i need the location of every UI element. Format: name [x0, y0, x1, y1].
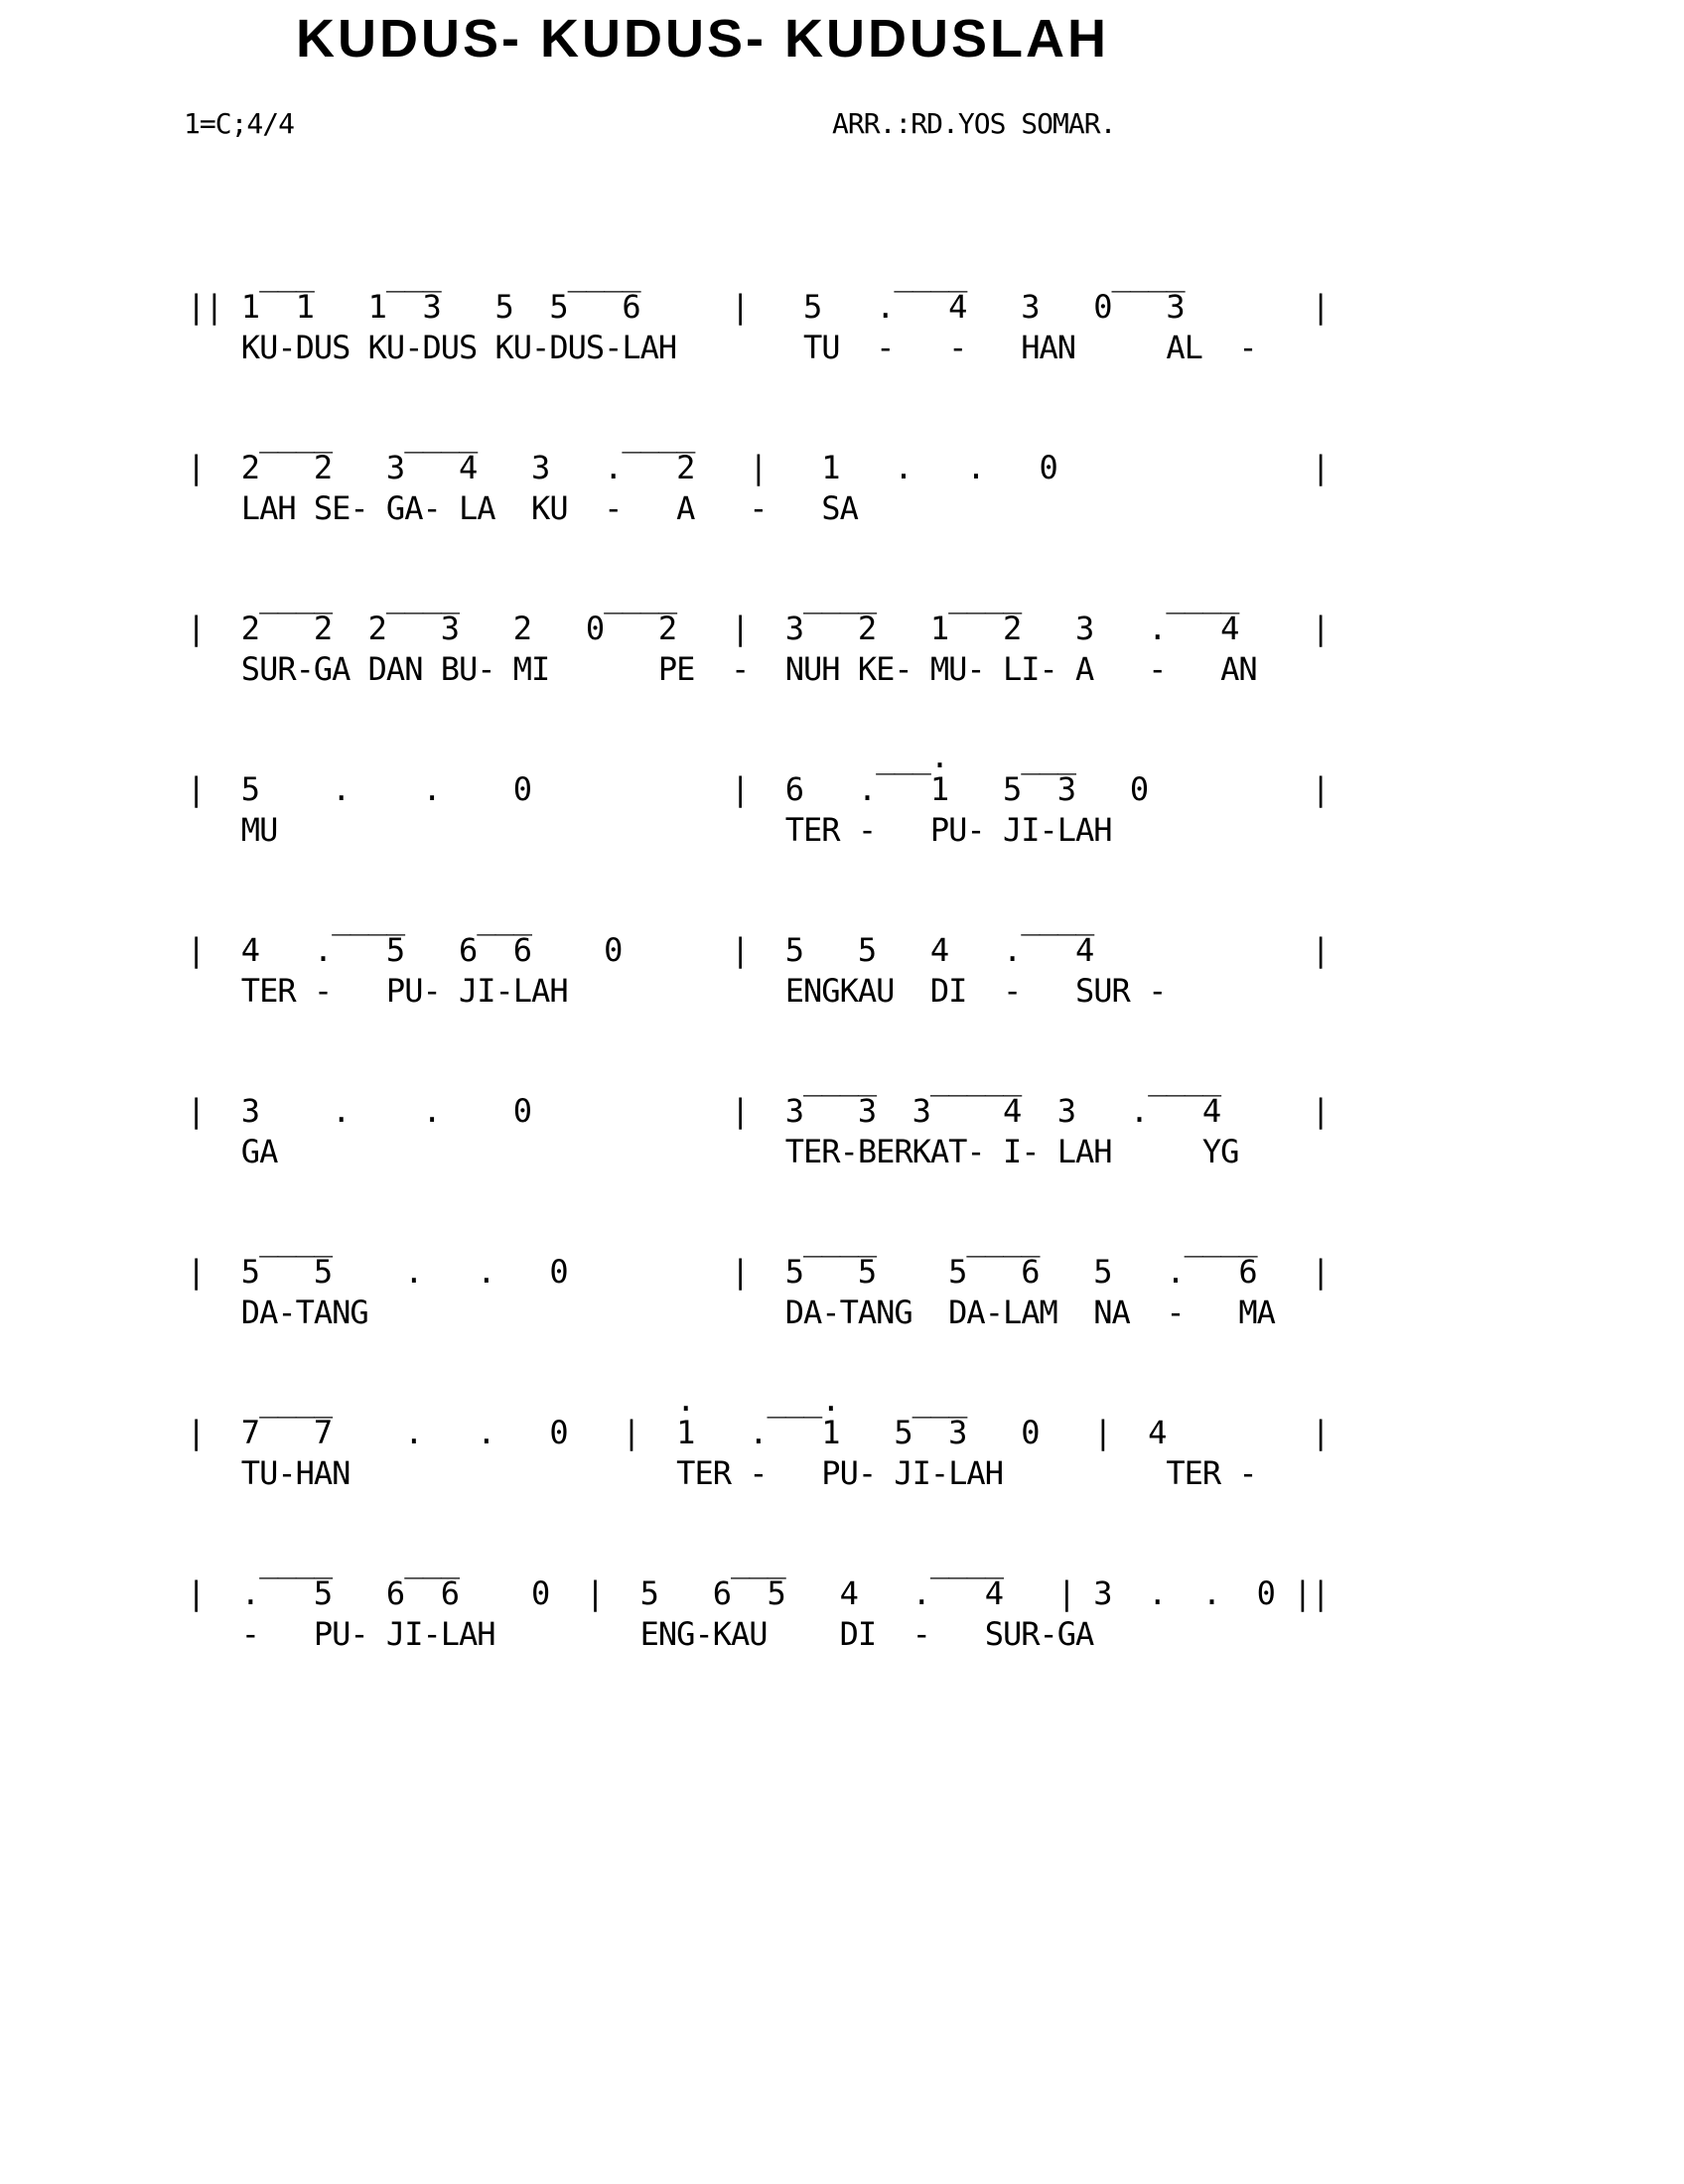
beams-row: ____ _____ ____	[187, 1059, 1221, 1097]
lyrics-row: DA-TANG DA-TANG DA-LAM NA - MA	[187, 1294, 1275, 1331]
lyrics-row: TU-HAN TER - PU- JI-LAH TER -	[187, 1454, 1257, 1492]
lyrics-row: MU TER - PU- JI-LAH	[187, 811, 1112, 849]
notes-row: | 3 . . 0 | 3 3 3 4 3 . 4 |	[187, 1092, 1330, 1130]
lyrics-row: GA TER-BERKAT- I- LAH YG	[187, 1133, 1239, 1170]
beams-row: ___. ___	[187, 738, 1076, 775]
key-signature: 1=C;4/4	[184, 107, 295, 140]
music-system-5	[187, 898, 1330, 1013]
beams-row: ____ ____ ____ ____ ____ ____	[187, 577, 1239, 614]
beams-row: ____ . ___. ___	[187, 1381, 967, 1419]
notes-row: | 7 7 . . 0 | 1 . 1 5 3 0 | 4 |	[187, 1414, 1330, 1451]
music-system-2	[187, 416, 1330, 530]
music-system-8	[187, 1381, 1330, 1495]
music-system-1	[187, 255, 1330, 369]
music-system-4	[187, 738, 1330, 852]
song-title: KUDUS- KUDUS- KUDUSLAH	[296, 9, 1109, 68]
beams-row: ___ ___ ____ ____ ____	[187, 255, 1185, 293]
beams-row: ____ ___ ____	[187, 898, 1094, 936]
notes-row: | 5 . . 0 | 6 . 1 5 3 0 |	[187, 770, 1330, 808]
lyrics-row: - PU- JI-LAH ENG-KAU DI - SUR-GA	[187, 1615, 1094, 1653]
notes-row: | . 5 6 6 0 | 5 6 5 4 . 4 | 3 . . 0 ||	[187, 1574, 1330, 1612]
beams-row: ____ ____ ____	[187, 416, 695, 454]
notes-row: | 5 5 . . 0 | 5 5 5 6 5 . 6 |	[187, 1253, 1330, 1291]
score-systems	[187, 255, 1330, 1707]
lyrics-row: KU-DUS KU-DUS KU-DUS-LAH TU - - HAN AL -	[187, 329, 1257, 366]
music-system-9	[187, 1542, 1330, 1656]
beams-row: ____ ___ ___ ____	[187, 1542, 1003, 1579]
arranger-credit: ARR.:RD.YOS SOMAR.	[832, 107, 1116, 140]
notes-row: || 1 1 1 3 5 5 6 | 5 . 4 3 0 3 |	[187, 288, 1330, 326]
music-system-6	[187, 1059, 1330, 1173]
lyrics-row: SUR-GA DAN BU- MI PE - NUH KE- MU- LI- A - AN	[187, 650, 1257, 688]
lyrics-row: LAH SE- GA- LA KU - A - SA	[187, 489, 858, 527]
notes-row: | 2 2 2 3 2 0 2 | 3 2 1 2 3 . 4 |	[187, 610, 1330, 647]
beams-row: ____ ____ ____ ____	[187, 1220, 1257, 1258]
music-system-3	[187, 577, 1330, 691]
music-system-7	[187, 1220, 1330, 1334]
lyrics-row: TER - PU- JI-LAH ENGKAU DI - SUR -	[187, 972, 1167, 1010]
notes-row: | 4 . 5 6 6 0 | 5 5 4 . 4 |	[187, 931, 1330, 969]
notes-row: | 2 2 3 4 3 . 2 | 1 . . 0 |	[187, 449, 1330, 486]
